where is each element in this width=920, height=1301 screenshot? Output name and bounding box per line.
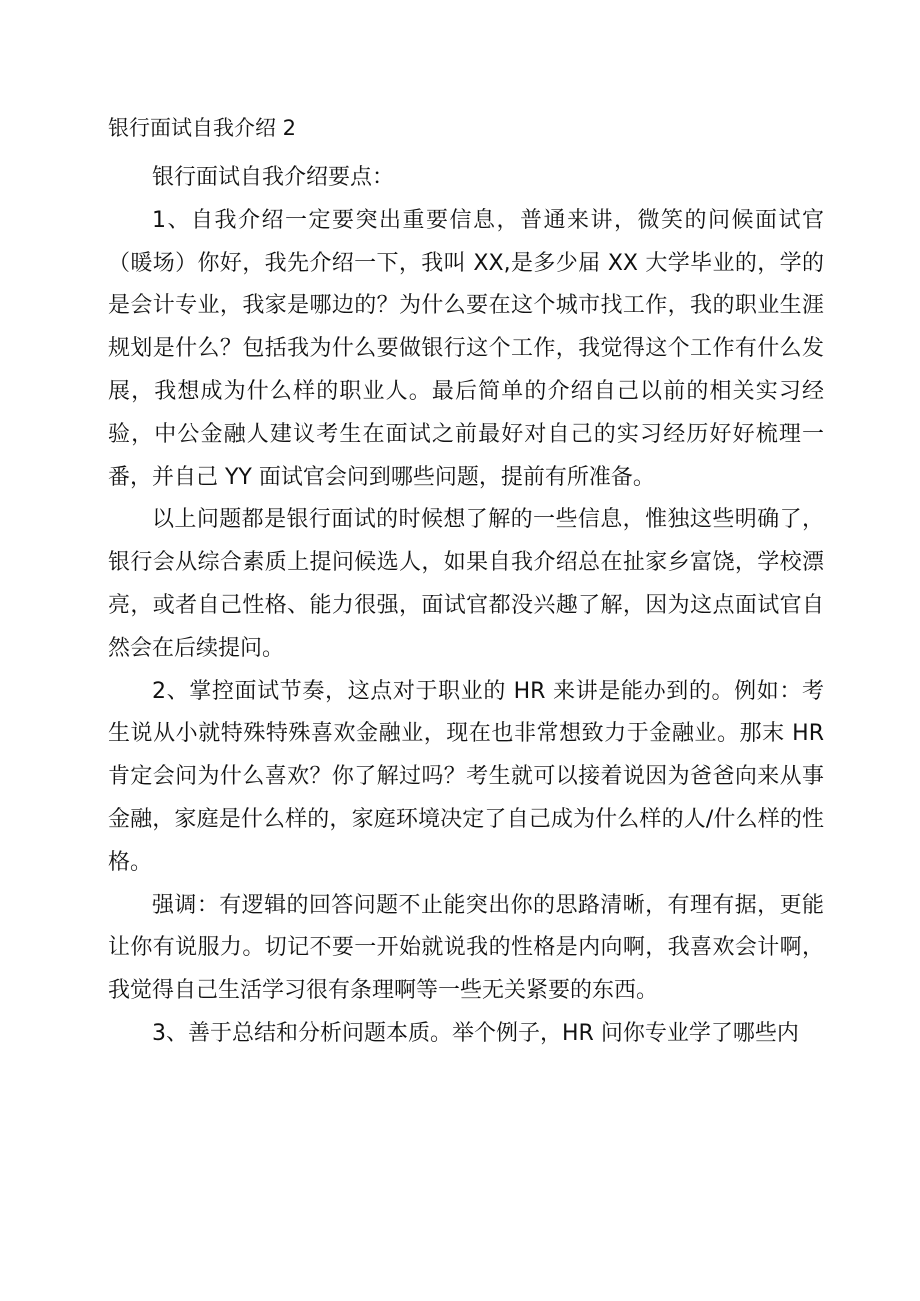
- paragraph-point-1-explanation: 以上问题都是银行面试的时候想了解的一些信息，惟独这些明确了，银行会从综合素质上提问候选人，如果自我介绍总在扯家乡富饶，学校漂亮，或者自己性格、能力很强，面试官都没兴趣了解，因为这点面试官自然会在后续提问。: [108, 507, 824, 661]
- document-body: [108, 157, 824, 1056]
- paragraph-emphasis: 强调：有逻辑的回答问题不止能突出你的思路清晰，有理有据，更能让你有说服力。切记不要一开始就说我的性格是内向啊，我喜欢会计啊，我觉得自己生活学习很有条理啊等一些无关紧要的东西。: [108, 892, 824, 1004]
- paragraph-point-2: 2、掌控面试节奏，这点对于职业的 HR 来讲是能办到的。例如：考生说从小就特殊特殊喜欢金融业，现在也非常想致力于金融业。那末 HR 肯定会问为什么喜欢？你了解过吗？考生就可以接着说因为爸爸向来从事金融，家庭是什么样的，家庭环境决定了自己成为什么样的人/什么样的性格。: [108, 678, 824, 875]
- document-title: 银行面试自我介绍 2: [108, 116, 297, 140]
- paragraph-point-1: 1、自我介绍一定要突出重要信息，普通来讲，微笑的问候面试官（暖场）你好，我先介绍一下，我叫 XX,是多少届 XX 大学毕业的，学的是会计专业，我家是哪边的？为什么要在这个城市找工作，我的职业生涯规划是什么？包括我为什么要做银行这个工作，我觉得这个工作有什么发展，我想成为什么样的职业人。最后简单的介绍自己以前的相关实习经验，中公金融人建议考生在面试之前最好对自己的实习经历好好梳理一番，并自己 YY 面试官会问到哪些问题，提前有所准备。: [108, 207, 824, 490]
- paragraph-point-3: 3、善于总结和分析问题本质。举个例子，HR 问你专业学了哪些内: [152, 1020, 799, 1046]
- paragraph-key-points-heading: 银行面试自我介绍要点：: [152, 165, 395, 190]
